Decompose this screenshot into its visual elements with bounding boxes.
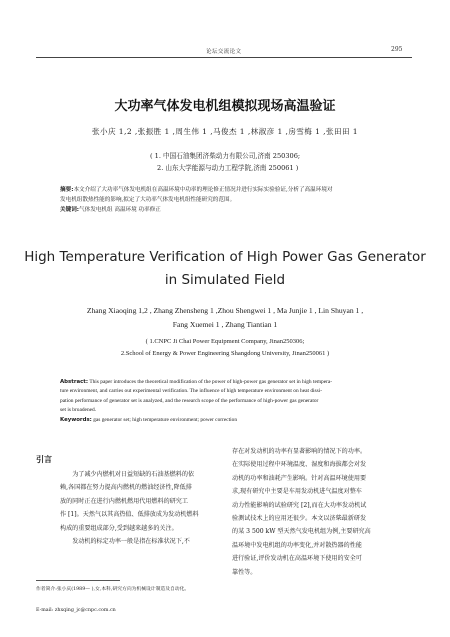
body-line: 在实际使用过程中环境温度、湿度和海拔都会对发 xyxy=(232,461,367,469)
english-title-line-2: in Simulated Field xyxy=(164,272,286,288)
english-keywords-text: gas generator set; high temperature environment; power correction xyxy=(93,416,238,423)
chinese-affiliation-2: 2. 山东大学能源与动力工程学院,济南 250061 ) xyxy=(157,164,299,172)
body-line: 求,现有研究中主要是车用发动机进气温度对整车 xyxy=(232,488,362,496)
footnote-email: E-mail: zhxqing_jc@cnpc.com.cn xyxy=(36,608,116,613)
right-column-text xyxy=(232,445,412,579)
english-authors-line-2: Fang Xuemei 1 , Zhang Tiantian 1 xyxy=(172,320,278,329)
chinese-abstract-label: 摘要: xyxy=(60,187,74,193)
english-affiliation-2: 2.School of Energy & Power Engineering Shangdong University, Jinan250061 ) xyxy=(120,350,330,357)
section-heading-introduction: 引言 xyxy=(36,455,52,464)
body-line: 为了减少内燃机对日益短缺的石油基燃料的依 xyxy=(72,471,195,478)
english-title-line-1: High Temperature Verification of High Power Gas Generator xyxy=(24,249,426,265)
chinese-abstract-text: 本文介绍了大功率气体发电机组在高温环境中功率的理论修正情况并进行实际实验验证,分析了高温环境对 xyxy=(73,187,333,193)
chinese-authors: 张小庆 1,2 ,张振胜 1 ,周生伟 1 ,马俊杰 1 ,林淑彦 1 ,房雪梅 1 ,张田田 1 xyxy=(92,127,358,136)
chinese-affiliation-1: ( 1. 中国石油集团济柴动力有限公司,济南 250306; xyxy=(150,152,301,160)
body-line: 温环境中发电机组的功率变化,并对散热器的性能 xyxy=(232,541,362,549)
english-abstract-label: Abstract: xyxy=(60,379,89,385)
chinese-abstract xyxy=(60,185,390,215)
body-line: 赖,各国都在努力提高内燃机的燃油经济性,降低排 xyxy=(60,484,192,492)
header-rule xyxy=(36,57,412,58)
footnote-author-info: 作者简介:张小庆(1989— ),女,本科,研究方向为机械设计制造及自动化。 xyxy=(36,587,190,592)
body-line: 靠性等。 xyxy=(232,568,257,576)
chinese-abstract-line: 发电机组散热性能的影响,拟定了大功率气体发电机组性能研究的范围。 xyxy=(60,197,236,203)
body-line: 作 [1]。天然气以其高热值、低排放成为发动机燃料 xyxy=(60,511,199,519)
english-keywords xyxy=(60,416,390,425)
page-number: 295 xyxy=(391,46,403,53)
body-line: 进行验证,评价发动机在高温环境下使用的安全可 xyxy=(232,555,362,563)
body-line: 构成的重要组成部分,受到越来越多的关注。 xyxy=(60,524,178,532)
chinese-keywords-text: 气体发电机组 高温环境 功率修正 xyxy=(79,207,161,213)
english-abstract-line: pation performance of generator set is analyzed, and the research scope of the performance of high-power gas generator xyxy=(60,397,319,404)
left-column-text xyxy=(60,468,220,548)
english-abstract-line xyxy=(60,378,390,387)
english-affiliation-1: ( 1.CNPC Ji Chai Power Equipment Company, Jinan250306; xyxy=(145,338,305,345)
english-authors-line-1: Zhang Xiaoqing 1,2 , Zhang Zhensheng 1 ,Zhou Shengwei 1 , Ma Junjie 1 , Lin Shuyan 1 , xyxy=(86,306,364,315)
english-abstract xyxy=(60,378,390,425)
english-keywords-label: Keywords: xyxy=(60,416,92,423)
chinese-keywords-label: 关键词: xyxy=(60,207,80,213)
body-line: 的某 3 500 kW 型天然气发电机组为例,主要研究高 xyxy=(232,528,371,536)
body-line: 验测试技术上的应用还很少。本文以济柴最新研发 xyxy=(232,515,367,523)
chinese-title: 大功率气体发电机组模拟现场高温验证 xyxy=(114,99,336,114)
running-header-section: 论坛交流论文 xyxy=(206,49,242,55)
body-line: 动力性能影响的试验研究 [2],而在大功率发动机试 xyxy=(232,501,367,509)
english-abstract-line: ture environment, and carries out experimental verification. The influence of high temperature environment on heat dissi- xyxy=(60,388,323,395)
body-line: 放的同时正在进行内燃机燃用代用燃料的研究工 xyxy=(60,497,188,505)
body-line: 存在对发动机的功率有显著影响的情况下的功率。 xyxy=(232,448,367,455)
chinese-keywords xyxy=(60,205,390,215)
chinese-abstract-line xyxy=(60,185,390,195)
footnote-rule xyxy=(36,580,120,581)
english-abstract-text: This paper introduces the theoretical modification of the power of high-power gas generator set in high tempera- xyxy=(89,379,333,385)
body-line: 发动机的标定功率一般是指在标准状况下,不 xyxy=(72,538,190,546)
body-line: 动机的功率和油耗产生影响。针对高温环境使用要 xyxy=(232,474,367,482)
english-abstract-line: set is broadened. xyxy=(60,407,97,414)
